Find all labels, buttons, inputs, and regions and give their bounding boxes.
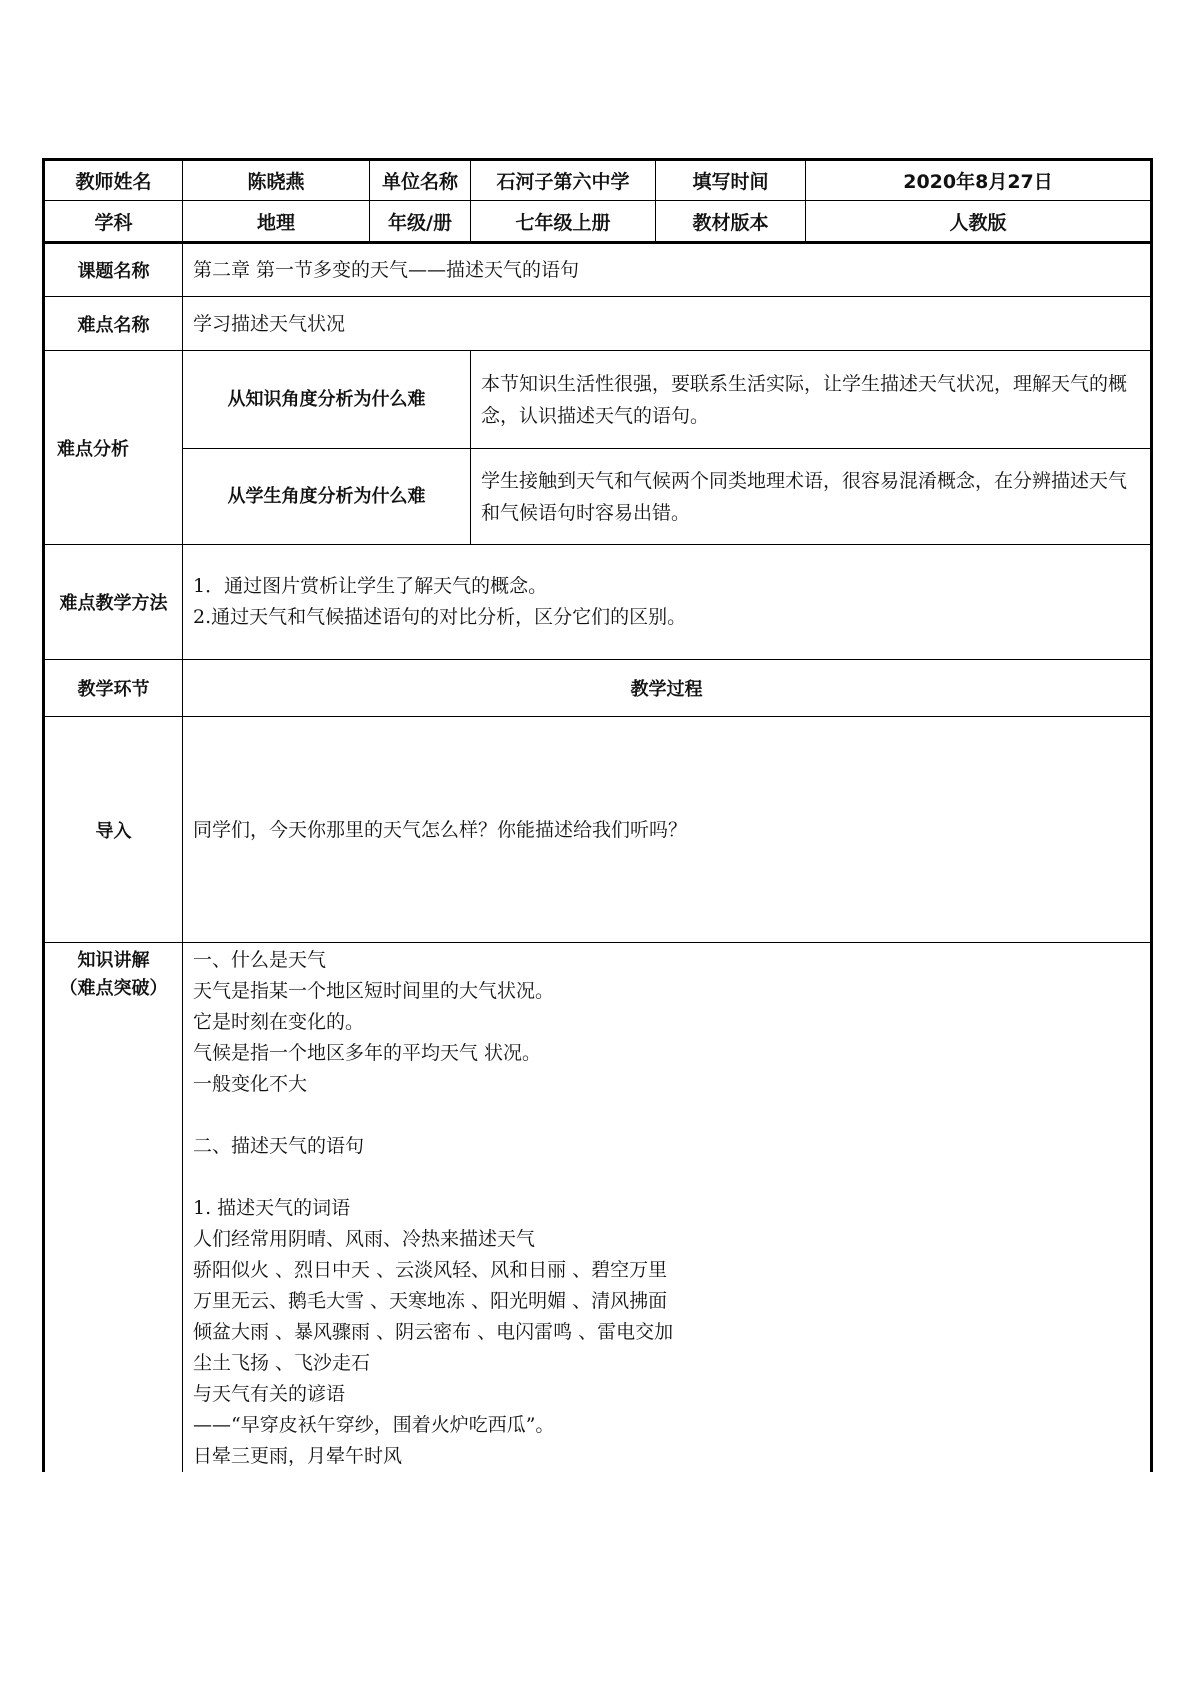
difficulty-value: 学习描述天气状况 — [183, 297, 1152, 351]
analysis-knowledge-row — [44, 351, 1152, 449]
difficulty-row — [44, 297, 1152, 351]
explain-b3-line-8: ——“早穿皮袄午穿纱，围着火炉吃西瓜”。 — [193, 1414, 555, 1436]
teacher-name-value: 陈晓燕 — [183, 160, 370, 201]
explain-label-line-2: （难点突破） — [59, 978, 168, 999]
explain-b2-line-1: 二、描述天气的语句 — [193, 1135, 365, 1157]
explain-b1-line-2: 天气是指某一个地区短时间里的大气状况。 — [193, 980, 555, 1002]
fill-date-value: 2020年8月27日 — [806, 160, 1152, 201]
explain-row — [44, 943, 1152, 1473]
explain-label-line-1: 知识讲解 — [77, 950, 150, 971]
spacer — [193, 1100, 1140, 1131]
explain-b3-line-5: 倾盆大雨 、暴风骤雨 、阴云密布 、电闪雷鸣 、雷电交加 — [193, 1321, 674, 1343]
explain-b3-line-6: 尘土飞扬 、飞沙走石 — [193, 1352, 371, 1374]
explain-b3-line-2: 人们经常用阴晴、风雨、冷热来描述天气 — [193, 1228, 536, 1250]
header-row-1 — [44, 160, 1152, 201]
analysis-label: 难点分析 — [44, 351, 183, 545]
fill-date-label: 填写时间 — [656, 160, 806, 201]
method-line-1: 1．通过图片赏析让学生了解天气的概念。 — [193, 575, 548, 597]
edition-label: 教材版本 — [656, 201, 806, 243]
topic-value: 第二章 第一节多变的天气——描述天气的语句 — [183, 243, 1152, 297]
knowledge-angle-label: 从知识角度分析为什么难 — [183, 351, 471, 449]
edition-value: 人教版 — [806, 201, 1152, 243]
unit-name-label: 单位名称 — [370, 160, 471, 201]
student-angle-text: 学生接触到天气和气候两个同类地理术语，很容易混淆概念，在分辨描述天气和气候语句时容易出错。 — [471, 449, 1152, 545]
intro-label: 导入 — [44, 717, 183, 943]
grade-value: 七年级上册 — [471, 201, 656, 243]
teacher-name-label: 教师姓名 — [44, 160, 183, 201]
header-row-2 — [44, 201, 1152, 243]
unit-name-value: 石河子第六中学 — [471, 160, 656, 201]
explain-b1-line-4: 气候是指一个地区多年的平均天气 状况。 — [193, 1042, 542, 1064]
knowledge-angle-text: 本节知识生活性很强，要联系生活实际，让学生描述天气状况，理解天气的概念，认识描述天气的语句。 — [471, 351, 1152, 449]
explain-b3-line-1: 1. 描述天气的词语 — [193, 1197, 351, 1219]
intro-text: 同学们，今天你那里的天气怎么样？你能描述给我们听吗？ — [183, 717, 1152, 943]
method-content — [183, 545, 1152, 660]
spacer — [193, 1162, 1140, 1193]
analysis-student-row — [44, 449, 1152, 545]
difficulty-label: 难点名称 — [44, 297, 183, 351]
method-line-2: 2.通过天气和气候描述语句的对比分析，区分它们的区别。 — [193, 606, 687, 628]
explain-b1-line-1: 一、什么是天气 — [193, 949, 327, 971]
explain-b3-line-9: 日晕三更雨，月晕午时风 — [193, 1445, 403, 1467]
method-row — [44, 545, 1152, 660]
process-header-row — [44, 660, 1152, 717]
subject-label: 学科 — [44, 201, 183, 243]
explain-b3-line-7: 与天气有关的谚语 — [193, 1383, 346, 1405]
explain-content — [183, 943, 1152, 1473]
student-angle-label: 从学生角度分析为什么难 — [183, 449, 471, 545]
lesson-plan-table — [42, 158, 1153, 1472]
method-label: 难点教学方法 — [44, 545, 183, 660]
explain-b3-line-3: 骄阳似火 、烈日中天 、云淡风轻、风和日丽 、碧空万里 — [193, 1259, 668, 1281]
explain-b1-line-3: 它是时刻在变化的。 — [193, 1011, 365, 1033]
process-header: 教学过程 — [183, 660, 1152, 717]
grade-label: 年级/册 — [370, 201, 471, 243]
explain-b1-line-5: 一般变化不大 — [193, 1073, 308, 1095]
explain-b3-line-4: 万里无云、鹅毛大雪 、天寒地冻 、阳光明媚 、清风拂面 — [193, 1290, 668, 1312]
subject-value: 地理 — [183, 201, 370, 243]
topic-label: 课题名称 — [44, 243, 183, 297]
stage-header: 教学环节 — [44, 660, 183, 717]
explain-label — [44, 943, 183, 1473]
topic-row — [44, 243, 1152, 297]
intro-row — [44, 717, 1152, 943]
